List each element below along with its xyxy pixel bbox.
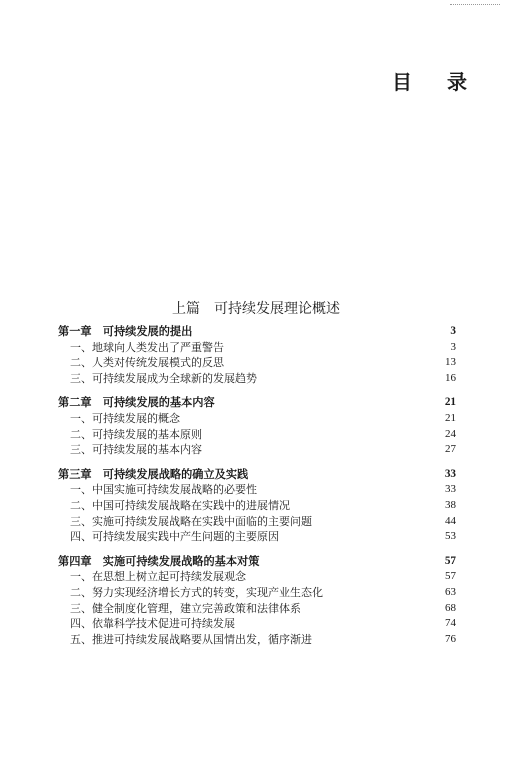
section-entry[interactable] — [58, 514, 456, 530]
section-entry[interactable] — [58, 371, 456, 387]
chapter-title: 第四章 实施可持续发展战略的基本对策 — [58, 553, 260, 568]
chapter-title: 第一章 可持续发展的提出 — [58, 324, 193, 338]
chapter-heading[interactable] — [58, 324, 456, 340]
section-title: 三、可持续发展的基本内容 — [70, 443, 202, 457]
chapter-3 — [58, 467, 456, 545]
section-entry[interactable] — [58, 632, 456, 648]
page-number: 76 — [445, 632, 456, 645]
scan-edge-mark — [450, 4, 500, 7]
section-title: 一、可持续发展的概念 — [70, 411, 180, 425]
page-number: 3 — [450, 340, 456, 353]
section-title: 一、中国实施可持续发展战略的必要性 — [70, 483, 257, 497]
section-entry[interactable] — [58, 529, 456, 545]
section-entry[interactable] — [58, 427, 456, 443]
chapter-heading[interactable] — [58, 554, 456, 570]
page-number: 33 — [444, 467, 456, 480]
section-entry[interactable] — [58, 616, 456, 632]
section-title: 一、在思想上树立起可持续发展观念 — [70, 570, 246, 584]
section-title: 三、实施可持续发展战略在实践中面临的主要问题 — [70, 514, 312, 528]
page-title: 目 录 — [392, 70, 481, 94]
chapter-1 — [58, 324, 456, 386]
page-number: 21 — [445, 411, 456, 424]
chapter-title: 第三章 可持续发展战略的确立及实践 — [58, 466, 249, 481]
section-title: 三、健全制度化管理，建立完善政策和法律体系 — [70, 601, 301, 615]
section-title: 二、可持续发展的基本原则 — [70, 427, 202, 441]
page-number: 74 — [445, 617, 456, 630]
page-number: 13 — [445, 356, 456, 369]
section-entry[interactable] — [58, 569, 456, 585]
section-entry[interactable] — [58, 601, 456, 617]
section-title: 四、可持续发展实践中产生问题的主要原因 — [70, 530, 279, 544]
page-number: 16 — [445, 371, 456, 384]
page-number: 63 — [445, 585, 456, 598]
section-title: 一、地球向人类发出了严重警告 — [70, 340, 224, 354]
section-entry[interactable] — [58, 442, 456, 458]
page-number: 3 — [450, 325, 456, 337]
section-title: 二、人类对传统发展模式的反思 — [70, 356, 224, 370]
part-title: 上篇 可持续发展理论概述 — [172, 301, 340, 317]
page-number: 57 — [445, 570, 456, 583]
chapter-4 — [58, 554, 456, 648]
page-number: 68 — [445, 601, 456, 614]
page-number: 33 — [445, 483, 456, 496]
section-title: 二、努力实现经济增长方式的转变，实现产业生态化 — [70, 585, 323, 599]
section-title: 二、中国可持续发展战略在实践中的进展情况 — [70, 498, 290, 512]
chapter-2 — [58, 395, 456, 457]
section-entry[interactable] — [58, 482, 456, 498]
page-number: 57 — [444, 554, 456, 567]
chapter-title: 第二章 可持续发展的基本内容 — [58, 395, 215, 410]
section-title: 五、推进可持续发展战略要从国情出发，循序渐进 — [70, 632, 312, 646]
table-of-contents — [58, 324, 456, 656]
chapter-heading[interactable] — [58, 467, 456, 483]
page-number: 44 — [445, 514, 456, 527]
page-number: 53 — [445, 530, 456, 543]
section-entry[interactable] — [58, 585, 456, 601]
page-number: 38 — [445, 498, 456, 511]
chapter-heading[interactable] — [58, 395, 456, 411]
section-title: 三、可持续发展成为全球新的发展趋势 — [70, 371, 257, 385]
page-number: 24 — [445, 427, 456, 440]
section-entry[interactable] — [58, 498, 456, 514]
section-entry[interactable] — [58, 340, 456, 356]
page-number: 27 — [445, 443, 456, 456]
section-title: 四、依靠科学技术促进可持续发展 — [70, 617, 235, 631]
section-entry[interactable] — [58, 355, 456, 371]
page-number: 21 — [444, 396, 456, 409]
section-entry[interactable] — [58, 411, 456, 427]
